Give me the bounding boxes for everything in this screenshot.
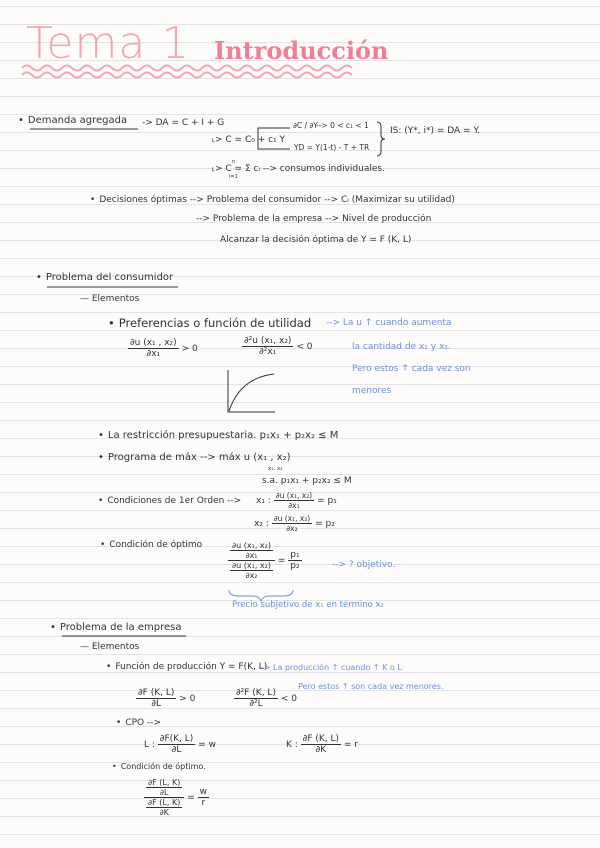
- cpo-x2: [254, 514, 335, 533]
- optimum-item: [100, 540, 202, 550]
- cpo-x2-label: x₂ :: [254, 519, 269, 529]
- cpo-text-2: CPO -->: [125, 718, 162, 728]
- du-fraction: [128, 338, 198, 359]
- decisions-line-1: [90, 195, 455, 205]
- cpo-l-rhs: = w: [198, 740, 216, 750]
- optimum-text-2: Condición de óptimo.: [120, 762, 206, 771]
- cpo-x1-rhs: = p₁: [317, 496, 337, 506]
- optimum-fraction: $\frac{\frac{\text{∂u (x₁, x₂)}}{\text{∂x₁}}}{\frac{\text{∂u (x₁, x₂)}}{\text{∂x₂}}}$ = $\frac{\text{p₁}}{\text{p₂}}$: [228, 541, 302, 580]
- section-heading-consumidor: [36, 272, 173, 283]
- program-text: Programa de máx --> máx u (x₁ , x₂): [107, 452, 291, 463]
- opt2-num1: ∂F (L, K): [148, 778, 181, 787]
- program-constraint: s.a. p₁x₁ + p₂x₂ ≤ M: [262, 476, 352, 486]
- decisions-line-2: --> Problema de la empresa --> Nivel de producción: [196, 214, 432, 224]
- cpo-k-label: K :: [286, 740, 298, 750]
- cpo-k-rhs: = r: [343, 740, 359, 750]
- cpo-l-num: ∂F(K, L): [159, 734, 194, 744]
- cpo-k: [286, 734, 358, 755]
- opt-num2: ∂u (x₁, x₂): [232, 561, 271, 570]
- opt-rhs-num: p₁: [290, 550, 300, 560]
- aggregate-consumption: ˪> C = Σ cᵢ --> consumos individuales.: [212, 164, 385, 174]
- cpo-l-den: ∂L: [171, 745, 182, 755]
- opt-den1: ∂x₁: [245, 551, 258, 560]
- cpo-l-label: L :: [144, 740, 155, 750]
- cpo-x1-den: ∂x₁: [288, 501, 300, 510]
- preferences-item: [108, 316, 311, 330]
- df-num: ∂F (K, L): [138, 688, 175, 698]
- sum-upper: n: [232, 159, 236, 165]
- cpo-x2-rhs: = p₂: [315, 519, 335, 529]
- page-subtitle: Introducción: [214, 36, 389, 65]
- page-title: Tema 1: [26, 18, 191, 69]
- opt2-num2: ∂F (L, K): [148, 798, 181, 807]
- du-gt: > 0: [181, 344, 198, 354]
- program-subscript: x₁, x₂: [268, 466, 283, 472]
- d2f-den: ∂²L: [249, 699, 263, 709]
- cpo-x1-label: x₁ :: [256, 496, 271, 506]
- decisions-line-3: Alcanzar la decisión óptima de Y = F (K, L): [220, 235, 412, 245]
- pref-note-4: menores: [352, 386, 392, 396]
- d2f-fraction: [234, 688, 297, 709]
- decisions-text-1: Decisiones óptimas --> Problema del consumidor --> Cᵢ (Maximizar su utilidad): [99, 195, 455, 205]
- optimum-note: --> ? objetivo.: [332, 560, 396, 570]
- opt2-den1: ∂L: [159, 788, 169, 797]
- section-heading-empresa: [50, 622, 181, 633]
- cpo-item: [98, 496, 241, 506]
- df-den: ∂L: [151, 699, 162, 709]
- d2u-lt: < 0: [296, 342, 313, 352]
- is-equation: IS: (Y*, i*) = DA = Y.: [390, 126, 480, 136]
- d2f-num: ∂²F (K, L): [236, 688, 276, 698]
- cpo-item-2: [116, 718, 161, 728]
- program-item: [98, 452, 291, 463]
- production-function-item: [106, 662, 267, 672]
- cpo-text: Condiciones de 1er Orden -->: [107, 496, 242, 506]
- du-den: ∂x₁: [146, 349, 161, 359]
- pref-note-3: Pero estos ↑ cada vez son: [352, 364, 471, 374]
- optimum-fraction-2: $\frac{\frac{\partial F (L, K)}{\partial L}}{\frac{\partial F (L, K)}{\partial K}}$ = $\frac{w}{r}$: [144, 778, 209, 817]
- cpo-k-den: ∂K: [315, 745, 327, 755]
- elementos-label-2: — Elementos: [80, 642, 140, 652]
- optimum-text: Condición de óptimo: [109, 540, 203, 550]
- opt2-rhs-den: r: [201, 798, 206, 808]
- da-equation: -> DA = C + I + G: [142, 118, 225, 128]
- opt2-rhs-num: w: [199, 787, 207, 797]
- optimum-item-2: [112, 762, 206, 771]
- restriction-text: La restricción presupuestaria. p₁x₁ + p₂x₂ ≤ M: [107, 430, 339, 441]
- elementos-label: — Elementos: [80, 294, 140, 304]
- pref-note-2: la cantidad de x₁ y x₂.: [352, 342, 451, 352]
- cpo-x2-num: ∂u (x₁, x₂): [273, 514, 311, 523]
- preferences-text: Preferencias o función de utilidad: [118, 316, 312, 330]
- d2f-lt: < 0: [280, 694, 297, 704]
- dcdy-range: --> 0 < c₁ < 1: [316, 121, 369, 130]
- cpo-k-num: ∂F (K, L): [302, 734, 340, 744]
- section-heading-demanda: [18, 115, 127, 126]
- cpo-x1: [256, 491, 337, 510]
- heading-text: Problema de la empresa: [59, 622, 182, 633]
- df-fraction: [136, 688, 195, 709]
- opt2-den2: ∂K: [159, 808, 169, 817]
- d2u-den: ∂²x₁: [259, 347, 277, 357]
- subjective-price-note: Precio subjetivo de x₁ en término x₂: [232, 600, 384, 610]
- heading-text: Problema del consumidor: [45, 272, 174, 283]
- opt-rhs-den: p₂: [290, 561, 300, 571]
- du-num: ∂u (x₁ , x₂): [130, 338, 177, 348]
- cpo-x1-num: ∂u (x₁, x₂): [275, 491, 313, 500]
- production-function-text: Función de producción Y = F(K, L): [115, 662, 268, 672]
- cpo-l: [144, 734, 216, 755]
- df-gt: > 0: [179, 694, 196, 704]
- dcdy-label: ∂C / ∂Y: [293, 121, 318, 130]
- yd-equation: YD = Y(1-t) - T + TR: [294, 143, 370, 152]
- cpo-x2-den: ∂x₂: [286, 524, 298, 533]
- production-note-2: Pero estos ↑ son cada vez menores.: [298, 682, 444, 691]
- consumption-equation: ˪> C = C₀ + c₁ Y: [212, 135, 286, 145]
- restriction-item: [98, 430, 338, 441]
- d2u-num: ∂²u (x₁, x₂): [244, 336, 292, 346]
- d2u-fraction: [242, 336, 312, 357]
- heading-text: Demanda agregada: [27, 115, 128, 126]
- opt-num1: ∂u (x₁, x₂): [232, 541, 271, 550]
- sum-lower: i=1: [229, 174, 238, 180]
- opt-den2: ∂x₂: [245, 571, 258, 580]
- production-note-1: --> La producción ↑ cuando ↑ K o L: [258, 663, 402, 672]
- pref-note-1: --> La u ↑ cuando aumenta: [326, 318, 452, 328]
